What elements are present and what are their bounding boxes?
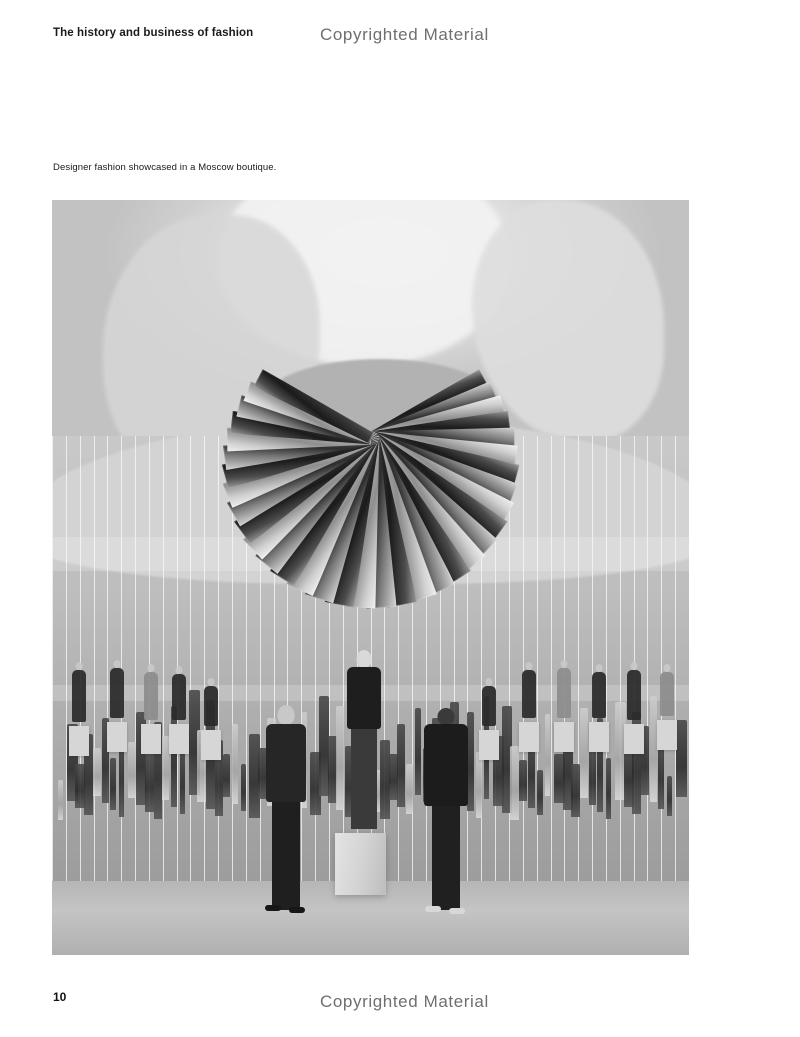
watermark-bottom: Copyrighted Material — [320, 992, 489, 1011]
running-head: The history and business of fashion — [53, 27, 254, 39]
reflected-garment — [93, 748, 101, 796]
reflected-mannequin — [660, 672, 674, 716]
reflected-garment — [328, 736, 337, 803]
reflected-plinth — [201, 730, 221, 760]
reflected-garment — [589, 748, 596, 805]
reflected-garment — [145, 752, 154, 812]
reflected-garment — [58, 780, 63, 820]
reflected-garment — [667, 776, 672, 816]
reflected-garment — [571, 764, 580, 817]
model-left — [257, 705, 315, 925]
reflected-garment — [110, 758, 116, 810]
boutique-photograph — [52, 200, 689, 955]
reflected-garment — [241, 764, 246, 811]
reflected-mannequin — [144, 672, 158, 720]
reflected-plinth — [657, 720, 677, 750]
reflected-garment — [171, 706, 177, 807]
mannequin-center — [344, 650, 384, 840]
model-left-shoe — [289, 907, 305, 913]
reflected-garment — [580, 708, 588, 798]
watermark-top: Copyrighted Material — [320, 25, 489, 44]
reflected-plinth — [589, 722, 609, 752]
reflected-mannequin — [627, 670, 641, 720]
reflected-mannequin — [592, 672, 606, 718]
reflected-garment — [476, 752, 482, 818]
reflected-garment — [223, 754, 230, 797]
model-left-shoe — [265, 905, 281, 911]
reflected-garment — [606, 758, 611, 819]
reflected-garment — [519, 760, 527, 801]
reflected-mannequin — [72, 670, 86, 722]
reflected-mannequin — [110, 668, 124, 718]
reflected-mannequin — [204, 686, 218, 726]
reflected-plinth — [69, 726, 89, 756]
reflected-plinth — [479, 730, 499, 760]
reflected-plinth — [554, 722, 574, 752]
reflected-mannequin — [172, 674, 186, 720]
reflected-plinth — [141, 724, 161, 754]
mannequin-legs — [351, 729, 377, 829]
model-right — [417, 708, 475, 923]
reflected-plinth — [519, 722, 539, 752]
model-right-shoe — [425, 906, 441, 912]
mannequin-head — [357, 650, 372, 668]
reflected-garment — [510, 746, 519, 820]
reflected-plinth — [169, 724, 189, 754]
mannequin-torso — [347, 667, 381, 729]
reflected-garment — [537, 770, 543, 815]
reflected-garment — [406, 764, 413, 814]
reflected-garment — [397, 724, 405, 807]
reflected-garment — [389, 754, 398, 800]
model-right-trousers — [432, 806, 460, 910]
reflected-garment — [232, 724, 238, 804]
model-right-cap — [438, 708, 455, 725]
reflected-garment — [650, 696, 657, 802]
reflected-mannequin — [482, 686, 496, 726]
reflected-garment — [545, 714, 550, 796]
model-right-shoe — [449, 908, 465, 914]
model-right-coat — [424, 724, 468, 806]
reflected-mannequin — [522, 670, 536, 718]
model-left-trousers — [272, 802, 300, 910]
model-left-head — [278, 705, 295, 725]
reflected-mannequin — [557, 668, 571, 718]
reflected-plinth — [107, 722, 127, 752]
figure-caption: Designer fashion showcased in a Moscow boutique. — [53, 162, 277, 173]
reflected-plinth — [624, 724, 644, 754]
photo-canvas — [52, 200, 689, 955]
reflected-garment — [676, 720, 687, 797]
model-left-jacket — [266, 724, 306, 802]
reflected-garment — [180, 746, 185, 814]
display-pedestal — [335, 833, 386, 895]
page-number: 10 — [53, 990, 67, 1004]
